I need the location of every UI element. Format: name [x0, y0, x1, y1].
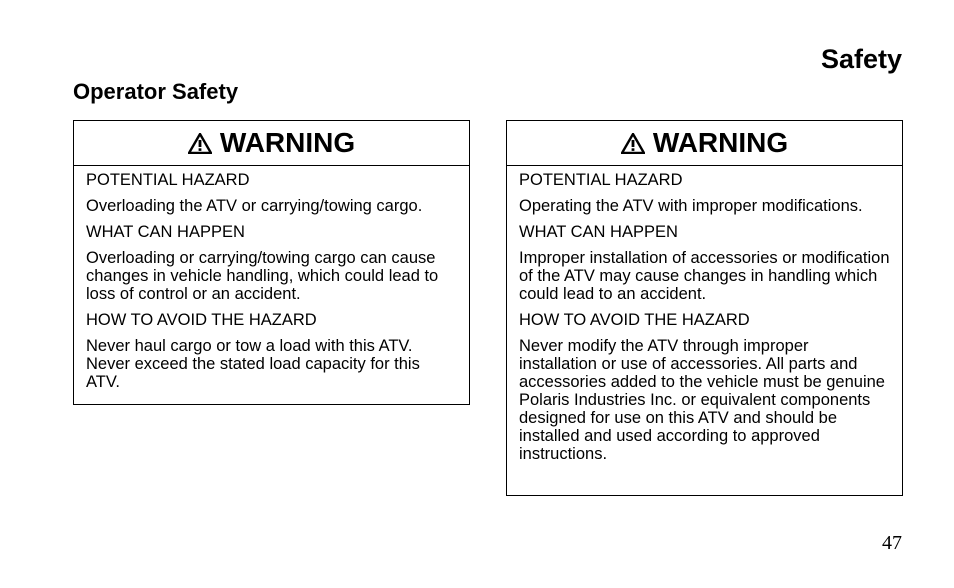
potential-hazard-label: POTENTIAL HAZARD: [519, 171, 683, 189]
potential-hazard-text: Operating the ATV with improper modifications.: [519, 197, 863, 215]
potential-hazard-label: POTENTIAL HAZARD: [86, 171, 250, 189]
how-to-avoid-text: Never haul cargo or tow a load with this ATV. Never exceed the stated load capacity for this ATV.: [86, 337, 420, 391]
what-can-happen-label: WHAT CAN HAPPEN: [519, 223, 678, 241]
how-to-avoid-text: Never modify the ATV through improper installation or use of accessories. All parts and accessories added to the vehicle must be genuine Polaris Industries Inc. or equivalent components designed for use on this ATV and should be installed and used according to approved instructions.: [519, 337, 885, 463]
potential-hazard-text: Overloading the ATV or carrying/towing cargo.: [86, 197, 423, 215]
warning-title: WARNING: [652, 127, 789, 158]
warning-triangle-icon: [188, 133, 212, 154]
warning-box-modifications: [506, 120, 903, 496]
subsection-title: Operator Safety: [73, 79, 239, 104]
how-to-avoid-label: HOW TO AVOID THE HAZARD: [86, 311, 317, 329]
warning-header: [74, 121, 469, 166]
section-title: Safety: [820, 44, 902, 74]
page-number: 47: [882, 532, 902, 554]
warning-body: [507, 166, 902, 463]
warning-header: [507, 121, 902, 166]
what-can-happen-text: Overloading or carrying/towing cargo can cause changes in vehicle handling, which could lead to loss of control or an accident.: [86, 249, 439, 303]
warning-box-cargo: [73, 120, 470, 405]
what-can-happen-label: WHAT CAN HAPPEN: [86, 223, 245, 241]
warning-triangle-icon: [621, 133, 645, 154]
warning-body: [74, 166, 469, 391]
how-to-avoid-label: HOW TO AVOID THE HAZARD: [519, 311, 750, 329]
warning-title: WARNING: [219, 127, 356, 158]
what-can-happen-text: Improper installation of accessories or modification of the ATV may cause changes in handling which could lead to an accident.: [519, 249, 890, 303]
